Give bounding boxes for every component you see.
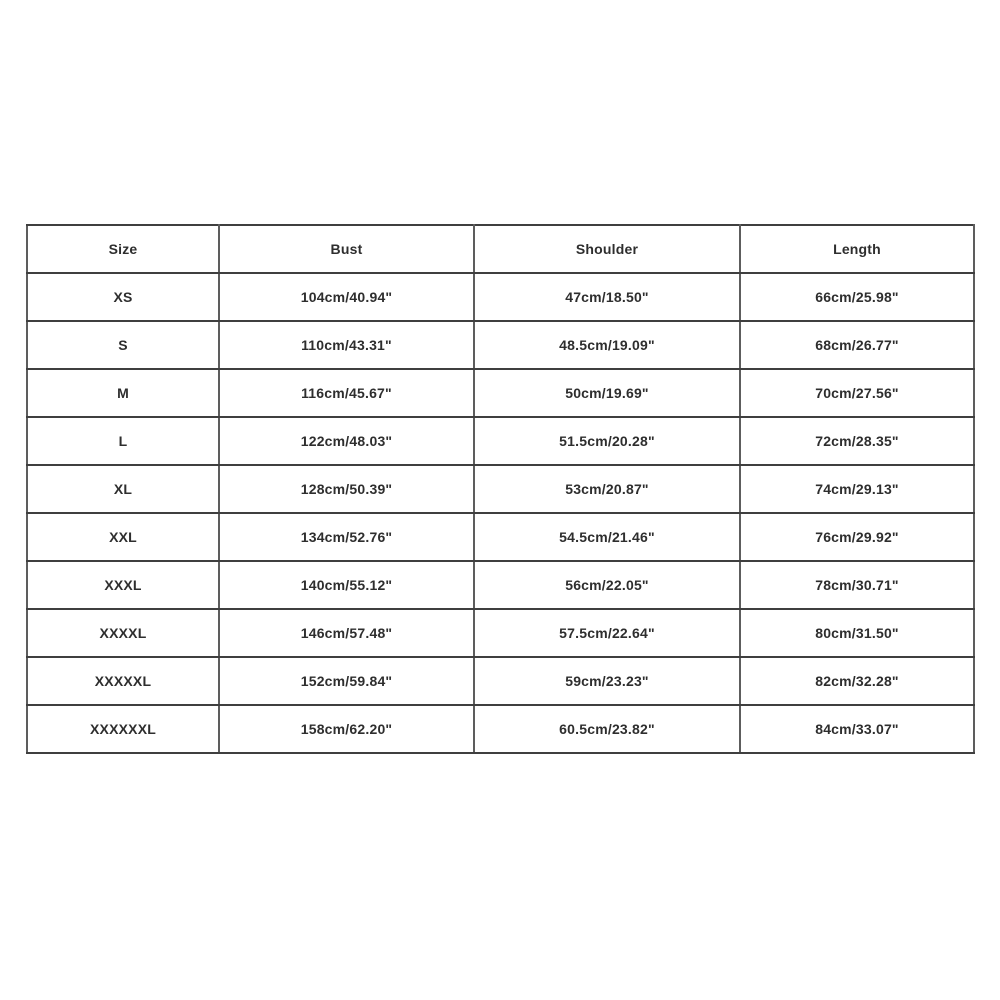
length-cell: 82cm/32.28" xyxy=(740,657,974,705)
shoulder-cell: 54.5cm/21.46" xyxy=(474,513,740,561)
column-header-length: Length xyxy=(740,225,974,273)
bust-cell: 104cm/40.94" xyxy=(219,273,474,321)
size-cell: L xyxy=(27,417,219,465)
size-cell: S xyxy=(27,321,219,369)
column-header-bust: Bust xyxy=(219,225,474,273)
table-row xyxy=(27,513,974,561)
shoulder-cell: 48.5cm/19.09" xyxy=(474,321,740,369)
table-row xyxy=(27,417,974,465)
shoulder-cell: 60.5cm/23.82" xyxy=(474,705,740,753)
size-cell: XXL xyxy=(27,513,219,561)
size-cell: XXXXXXL xyxy=(27,705,219,753)
table-row xyxy=(27,657,974,705)
bust-cell: 122cm/48.03" xyxy=(219,417,474,465)
length-cell: 84cm/33.07" xyxy=(740,705,974,753)
bust-cell: 128cm/50.39" xyxy=(219,465,474,513)
length-cell: 70cm/27.56" xyxy=(740,369,974,417)
bust-cell: 134cm/52.76" xyxy=(219,513,474,561)
table-row xyxy=(27,705,974,753)
length-cell: 72cm/28.35" xyxy=(740,417,974,465)
column-header-size: Size xyxy=(27,225,219,273)
bust-cell: 158cm/62.20" xyxy=(219,705,474,753)
table-row xyxy=(27,609,974,657)
length-cell: 76cm/29.92" xyxy=(740,513,974,561)
table-row xyxy=(27,321,974,369)
length-cell: 68cm/26.77" xyxy=(740,321,974,369)
bust-cell: 146cm/57.48" xyxy=(219,609,474,657)
shoulder-cell: 50cm/19.69" xyxy=(474,369,740,417)
size-cell: XXXXL xyxy=(27,609,219,657)
shoulder-cell: 56cm/22.05" xyxy=(474,561,740,609)
size-chart-table xyxy=(26,224,975,754)
table-row xyxy=(27,273,974,321)
size-cell: XXXL xyxy=(27,561,219,609)
shoulder-cell: 53cm/20.87" xyxy=(474,465,740,513)
bust-cell: 152cm/59.84" xyxy=(219,657,474,705)
shoulder-cell: 47cm/18.50" xyxy=(474,273,740,321)
length-cell: 74cm/29.13" xyxy=(740,465,974,513)
header-row xyxy=(27,225,974,273)
shoulder-cell: 51.5cm/20.28" xyxy=(474,417,740,465)
table-row xyxy=(27,561,974,609)
bust-cell: 110cm/43.31" xyxy=(219,321,474,369)
length-cell: 78cm/30.71" xyxy=(740,561,974,609)
shoulder-cell: 57.5cm/22.64" xyxy=(474,609,740,657)
size-cell: XXXXXL xyxy=(27,657,219,705)
table-row xyxy=(27,465,974,513)
shoulder-cell: 59cm/23.23" xyxy=(474,657,740,705)
size-cell: XL xyxy=(27,465,219,513)
table-row xyxy=(27,369,974,417)
bust-cell: 140cm/55.12" xyxy=(219,561,474,609)
length-cell: 66cm/25.98" xyxy=(740,273,974,321)
bust-cell: 116cm/45.67" xyxy=(219,369,474,417)
length-cell: 80cm/31.50" xyxy=(740,609,974,657)
column-header-shoulder: Shoulder xyxy=(474,225,740,273)
size-cell: XS xyxy=(27,273,219,321)
size-cell: M xyxy=(27,369,219,417)
